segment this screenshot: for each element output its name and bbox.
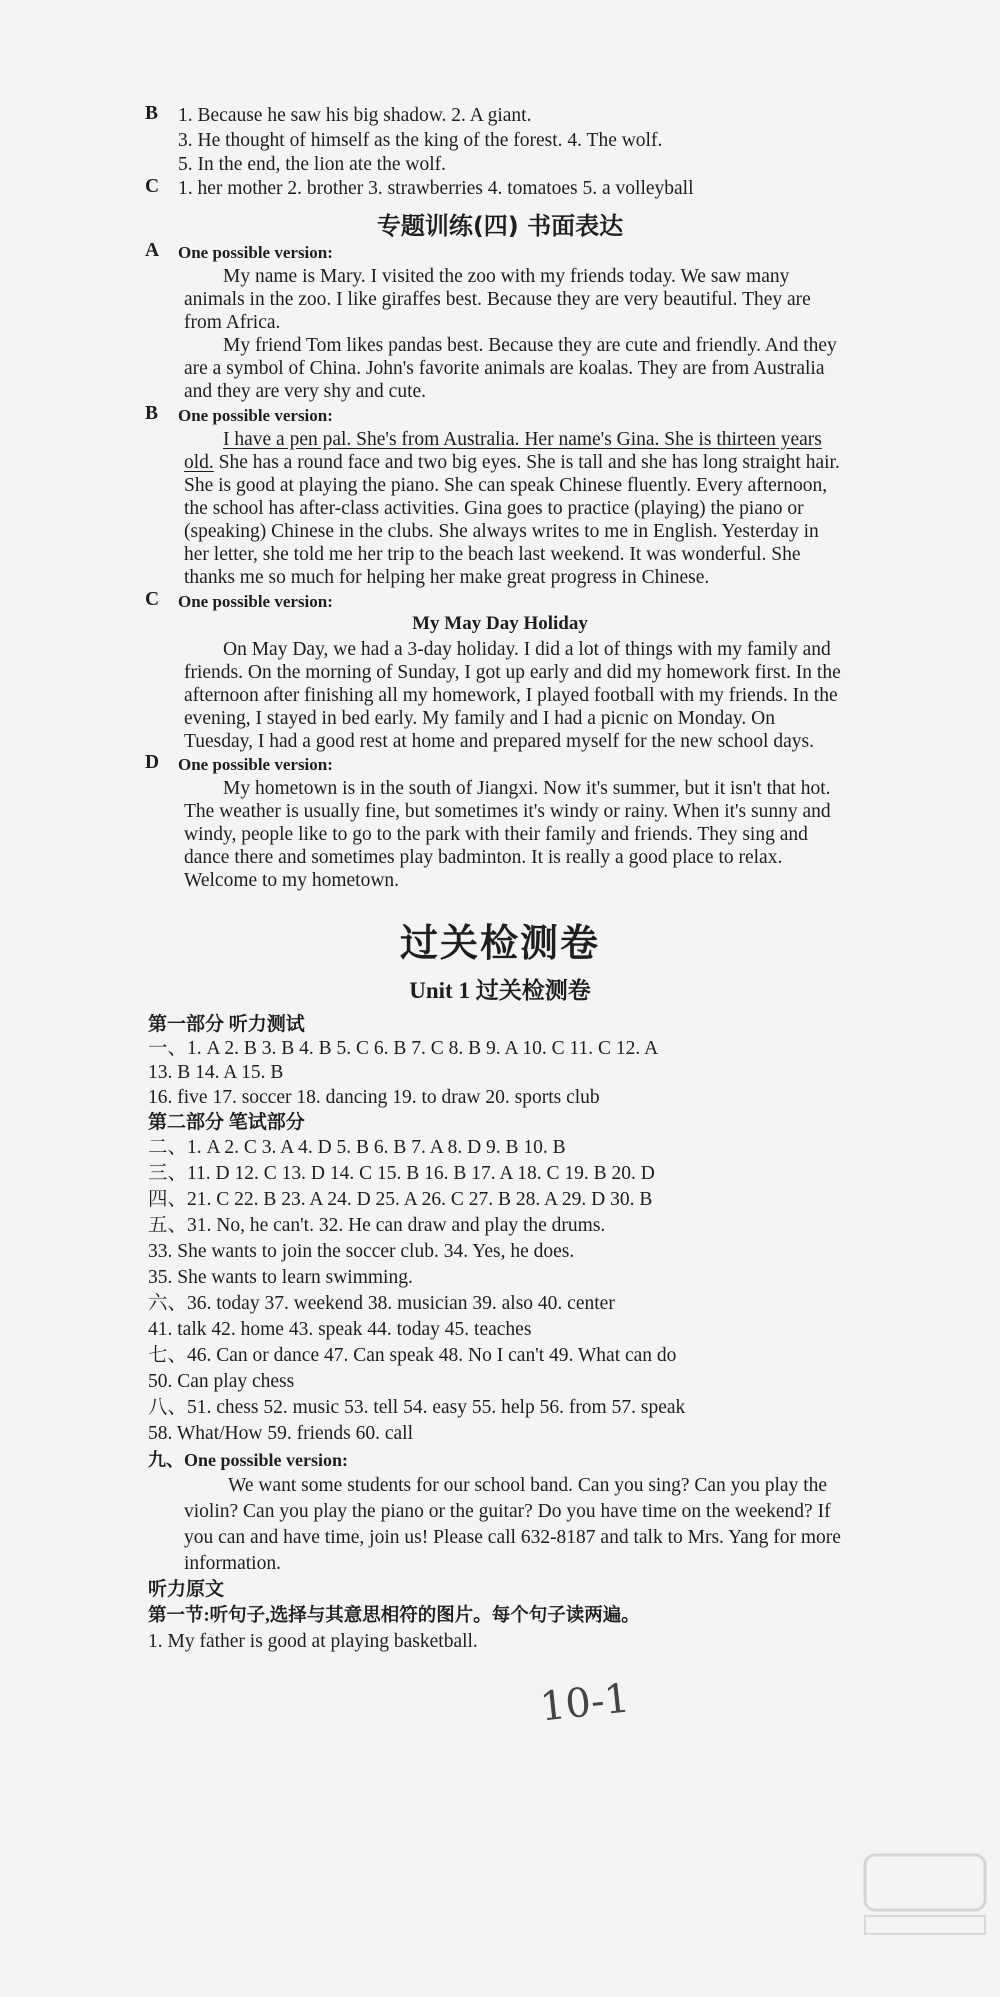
essay-line: evening, I stayed in bed early. My family and I had a picnic on Monday. On [184,708,775,729]
version-heading: One possible version: [178,406,333,425]
answer-line: 35. She wants to learn swimming. [148,1267,413,1288]
version-heading: One possible version: [178,243,333,262]
essay-line: from Africa. [184,312,281,333]
essay-line: My name is Mary. I visited the zoo with my friends today. We saw many [223,266,790,287]
answer-line: 一、1. A 2. B 3. B 4. B 5. C 6. B 7. C 8. B 9. A 10. C 11. C 12. A [148,1038,659,1059]
essay-line-underlined: I have a pen pal. She's from Australia. Her name's Gina. She is thirteen years [223,429,822,450]
test-big-title: 过关检测卷 [399,921,600,965]
answer-line: 5. In the end, the lion ate the wolf. [178,154,447,175]
answer-line: 33. She wants to join the soccer club. 34. Yes, he does. [148,1241,575,1262]
essay-line: dance there and sometimes play badminton. It is really a good place to relax. [184,847,783,868]
version-heading: One possible version: [178,592,333,611]
answer-line: 16. five 17. soccer 18. dancing 19. to draw 20. sports club [148,1087,600,1108]
part-heading: 第二部分 笔试部分 [148,1112,305,1133]
essay-underlined-fragment: old. [184,452,214,473]
script-line: 1. My father is good at playing basketball. [148,1631,478,1652]
answer-line: 1. Because he saw his big shadow. 2. A giant. [178,105,532,126]
essay-line: On May Day, we had a 3-day holiday. I did a lot of things with my family and [223,639,831,660]
answer-line: 13. B 14. A 15. B [148,1062,284,1083]
section-label-a: A [145,240,160,261]
essay-line: the school has after-class activities. Gina goes to practice (playing) the piano or [184,498,804,519]
essay-line: windy, people like to go to the park with their family and friends. They sing and [184,824,808,845]
answer-line: 五、31. No, he can't. 32. He can draw and play the drums. [148,1215,606,1236]
essay-line: her letter, she told me her trip to the beach last weekend. It was wonderful. She [184,544,801,565]
essay-line: afternoon after finishing all my homework, I played football with my friends. In the [184,685,838,706]
essay-line: information. [184,1553,281,1574]
essay-line: animals in the zoo. I like giraffes best. Because they are very beautiful. They are [184,289,811,310]
answer-line: 四、21. C 22. B 23. A 24. D 25. A 26. C 27. B 28. A 29. D 30. B [148,1189,653,1210]
writing-section-title: 专题训练(四) 书面表达 [376,212,624,240]
answer-line: 三、11. D 12. C 13. D 14. C 15. B 16. B 17. A 18. C 19. B 20. D [148,1163,655,1184]
answer-line: 六、36. today 37. weekend 38. musician 39. also 40. center [148,1293,615,1314]
unit-title: Unit 1 过关检测卷 [409,978,591,1003]
essay-line: are a symbol of China. John's favorite animals are koalas. They are from Australia [184,358,825,379]
answer-line: 50. Can play chess [148,1371,295,1392]
essay-line: thanks me so much for helping her make great progress in Chinese. [184,567,710,588]
essay-line: We want some students for our school band. Can you sing? Can you play the [228,1475,828,1496]
section-label-c: C [145,176,160,197]
answer-line: 八、51. chess 52. music 53. tell 54. easy 55. help 56. from 57. speak [148,1397,686,1418]
essay-line: (speaking) Chinese in the clubs. She always writes to me in English. Yesterday in [184,521,819,542]
answer-line: 41. talk 42. home 43. speak 44. today 45. teaches [148,1319,532,1340]
essay-line: The weather is usually fine, but sometimes it's windy or rainy. When it's sunny and [184,801,831,822]
essay-line: My hometown is in the south of Jiangxi. Now it's summer, but it isn't that hot. [223,778,831,799]
page-number-mark: 10-1 [537,1675,633,1731]
section-label-c2: C [145,589,160,610]
section-label-b: B [145,103,159,124]
part-heading: 第一部分 听力测试 [148,1014,305,1035]
answer-line: 3. He thought of himself as the king of the forest. 4. The wolf. [178,130,663,151]
essay-line: violin? Can you play the piano or the guitar? Do you have time on the weekend? If [184,1501,831,1522]
section-label-d: D [145,752,160,773]
listening-script-heading: 听力原文 [148,1579,225,1600]
essay-line-rest: She has a round face and two big eyes. She is tall and she has long straight hair. [213,452,840,473]
answer-line: 二、1. A 2. C 3. A 4. D 5. B 6. B 7. A 8. D 9. B 10. B [148,1137,566,1158]
script-section: 第一节:听句子,选择与其意思相符的图片。每个句子读两遍。 [148,1606,640,1626]
essay-line: Tuesday, I had a good rest at home and prepared myself for the new school days. [184,731,814,752]
essay-line: friends. On the morning of Sunday, I got up early and did my homework first. In the [184,662,841,683]
answer-line: 58. What/How 59. friends 60. call [148,1423,414,1444]
essay-line: My friend Tom likes pandas best. Because they are cute and friendly. And they [223,335,837,356]
watermark-logo-icon [860,1850,990,1940]
essay-line: and they are very shy and cute. [184,381,427,402]
answer-line: 七、46. Can or dance 47. Can speak 48. No I can't 49. What can do [148,1345,677,1366]
version-heading: One possible version: [178,755,333,774]
essay-line: you can and have time, join us! Please call 632-8187 and talk to Mrs. Yang for more [184,1527,841,1548]
answer-line: 1. her mother 2. brother 3. strawberries 4. tomatoes 5. a volleyball [178,178,694,199]
essay-line: Welcome to my hometown. [184,870,400,891]
section-label-b2: B [145,403,159,424]
essay-title: My May Day Holiday [412,613,588,634]
essay-line: She is good at playing the piano. She can speak Chinese fluently. Every afternoon, [184,475,828,496]
version-heading: 九、One possible version: [148,1450,349,1470]
